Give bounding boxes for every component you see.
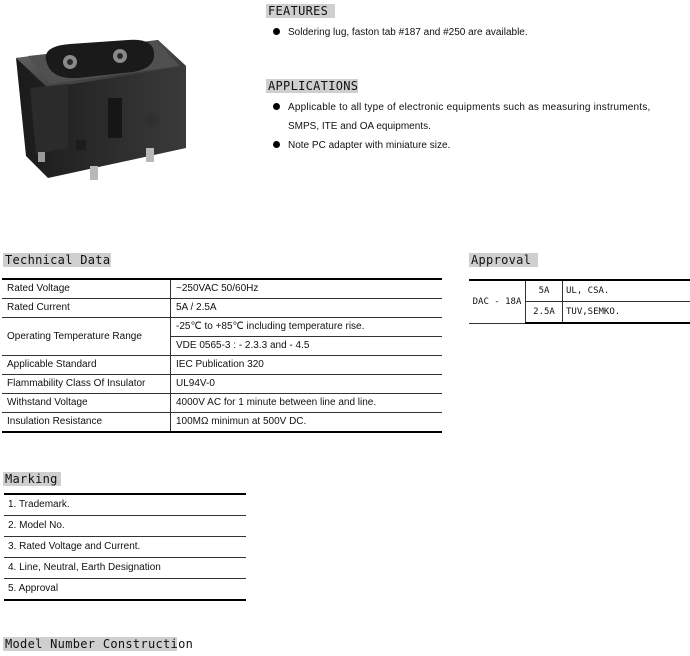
row-label: Rated Current bbox=[2, 299, 171, 318]
row-value: -25℃ to +85℃ including temperature rise. bbox=[171, 318, 443, 337]
current-cell: 5A bbox=[526, 280, 563, 302]
row-label: Rated Voltage bbox=[2, 279, 171, 299]
table-row bbox=[2, 299, 442, 318]
table-row bbox=[2, 356, 442, 375]
table-row bbox=[2, 413, 442, 433]
list-item-text: 2. Model No. bbox=[8, 520, 65, 531]
applications-item-line1: Applicable to all type of electronic equipments such as measuring instruments, bbox=[288, 102, 651, 113]
list-item bbox=[4, 578, 246, 601]
table-row bbox=[2, 394, 442, 413]
agency-cell: TUV,SEMKO. bbox=[563, 302, 690, 324]
bullet-icon bbox=[273, 28, 280, 35]
list-item-text: 5. Approval bbox=[8, 583, 59, 594]
list-item-text: 4. Line, Neutral, Earth Designation bbox=[8, 562, 161, 573]
technical-data-table bbox=[2, 278, 442, 433]
features-heading: FEATURES bbox=[266, 4, 335, 18]
model-cell: DAC - 18A bbox=[469, 280, 526, 323]
applications-item-line2: SMPS, ITE and OA equipments. bbox=[288, 121, 431, 132]
table-row bbox=[469, 280, 690, 302]
model-number-heading: Model Number Construction bbox=[5, 637, 194, 651]
current-cell: 2.5A bbox=[526, 302, 563, 324]
approval-table bbox=[469, 279, 690, 324]
row-value: VDE 0565-3 : - 2.3.3 and - 4.5 bbox=[171, 337, 443, 356]
list-item bbox=[4, 515, 246, 537]
row-label: Withstand Voltage bbox=[2, 394, 171, 413]
applications-item: Note PC adapter with miniature size. bbox=[288, 140, 451, 151]
table-row bbox=[2, 375, 442, 394]
marking-heading: Marking bbox=[3, 472, 61, 486]
list-item-text: 1. Trademark. bbox=[8, 499, 70, 510]
row-label: Insulation Resistance bbox=[2, 413, 171, 433]
row-label: Operating Temperature Range bbox=[2, 318, 171, 356]
row-value: IEC Publication 320 bbox=[171, 356, 443, 375]
applications-heading: APPLICATIONS bbox=[268, 79, 359, 93]
row-value: 4000V AC for 1 minute between line and line. bbox=[171, 394, 443, 413]
bullet-icon bbox=[273, 141, 280, 148]
technical-data-heading: Technical Data bbox=[5, 253, 111, 267]
row-value: UL94V-0 bbox=[171, 375, 443, 394]
list-item bbox=[4, 494, 246, 516]
features-item: Soldering lug, faston tab #187 and #250 are available. bbox=[288, 27, 528, 38]
row-label: Flammability Class Of Insulator bbox=[2, 375, 171, 394]
list-item bbox=[4, 557, 246, 579]
row-value: ~250VAC 50/60Hz bbox=[171, 279, 443, 299]
list-item bbox=[4, 536, 246, 558]
bullet-icon bbox=[273, 103, 280, 110]
row-value: 5A / 2.5A bbox=[171, 299, 443, 318]
table-row bbox=[2, 279, 442, 299]
row-value: 100MΩ minimun at 500V DC. bbox=[171, 413, 443, 433]
row-label: Applicable Standard bbox=[2, 356, 171, 375]
table-row bbox=[2, 318, 442, 337]
product-photo bbox=[8, 28, 198, 188]
agency-cell: UL, CSA. bbox=[563, 280, 690, 302]
approval-heading: Approval bbox=[469, 253, 538, 267]
list-item-text: 3. Rated Voltage and Current. bbox=[8, 541, 141, 552]
